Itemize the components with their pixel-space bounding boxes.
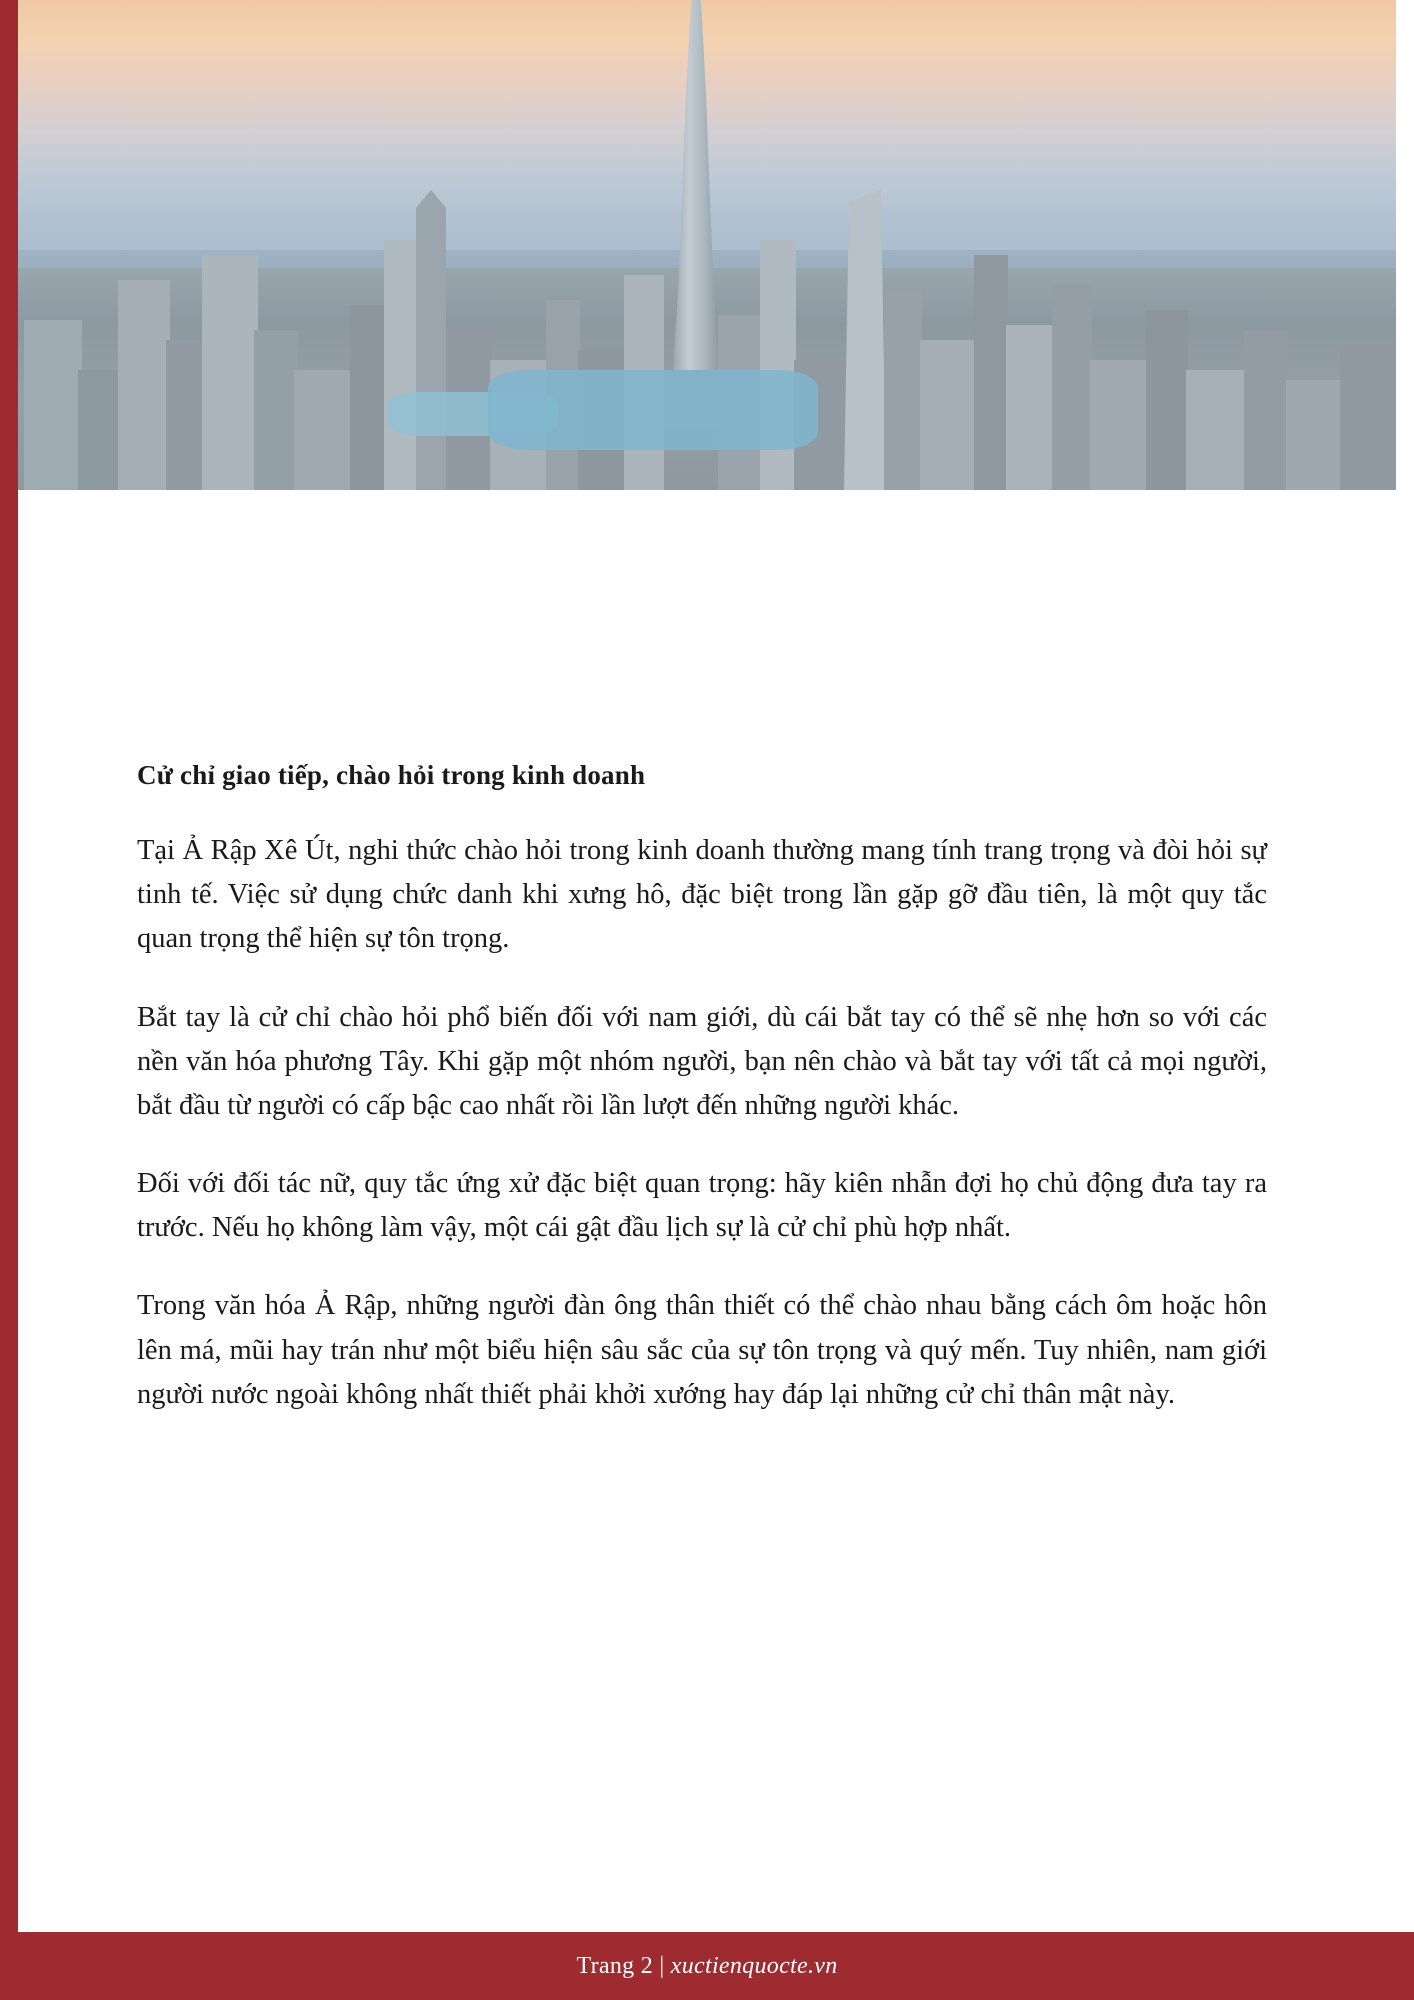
left-accent-bar xyxy=(0,0,18,2000)
body-paragraph: Trong văn hóa Ả Rập, những người đàn ông thân thiết có thể chào nhau bằng cách ôm hoặc hôn lên má, mũi hay trán như một biểu hiện sâu sắc của sự tôn trọng và quý mến. Tuy nhiên, nam giới người nước ngoài không nhất thiết phải khởi xướng hay đáp lại những cử chỉ thân mật này. xyxy=(137,1290,1267,1410)
hero-building xyxy=(1052,285,1092,490)
hero-building xyxy=(1090,360,1148,490)
hero-building xyxy=(254,330,298,490)
hero-building xyxy=(350,305,388,490)
body-paragraph: Đối với đối tác nữ, quy tắc ứng xử đặc biệt quan trọng: hãy kiên nhẫn đợi họ chủ động đưa tay ra trước. Nếu họ không làm vậy, một cái gật đầu lịch sự là cử chỉ phù hợp nhất. xyxy=(137,1168,1267,1244)
hero-building xyxy=(294,370,354,490)
hero-building xyxy=(920,340,976,490)
hero-building xyxy=(1006,325,1054,490)
footer-content xyxy=(576,1953,837,1980)
hero-water xyxy=(488,370,818,450)
document-body xyxy=(137,760,1267,1417)
hero-image-skyline xyxy=(18,0,1396,490)
hero-building xyxy=(1244,330,1288,490)
footer-site-url: xuctienquocte.vn xyxy=(670,1952,838,1979)
hero-building xyxy=(118,280,170,490)
hero-building xyxy=(202,255,258,490)
hero-building xyxy=(24,320,82,490)
hero-building xyxy=(760,240,796,490)
body-paragraph: Bắt tay là cử chỉ chào hỏi phổ biến đối với nam giới, dù cái bắt tay có thể sẽ nhẹ hơn so với các nền văn hóa phương Tây. Khi gặp một nhóm người, bạn nên chào và bắt tay với tất cả mọi người, bắt đầu từ người có cấp bậc cao nhất rồi lần lượt đến những người khác. xyxy=(137,1001,1267,1121)
hero-building xyxy=(1286,380,1342,490)
hero-building xyxy=(166,340,206,490)
hero-building xyxy=(1146,310,1188,490)
hero-building xyxy=(416,190,446,490)
footer-separator: | xyxy=(659,1952,665,1979)
body-paragraph: Tại Ả Rập Xê Út, nghi thức chào hỏi trong kinh doanh thường mang tính trang trọng và đòi hỏi sự tinh tế. Việc sử dụng chức danh khi xưng hô, đặc biệt trong lần gặp gỡ đầu tiên, là một quy tắc quan trọng thể hiện sự tôn trọng. xyxy=(137,835,1267,955)
hero-building xyxy=(884,290,922,490)
page-number: Trang 2 xyxy=(576,1952,654,1979)
hero-building xyxy=(1340,345,1396,490)
hero-building xyxy=(384,240,418,490)
hero-building xyxy=(974,255,1008,490)
hero-building xyxy=(844,190,886,490)
page-footer xyxy=(0,1932,1414,2000)
hero-building xyxy=(1186,370,1246,490)
section-heading: Cử chỉ giao tiếp, chào hỏi trong kinh doanh xyxy=(137,760,646,790)
